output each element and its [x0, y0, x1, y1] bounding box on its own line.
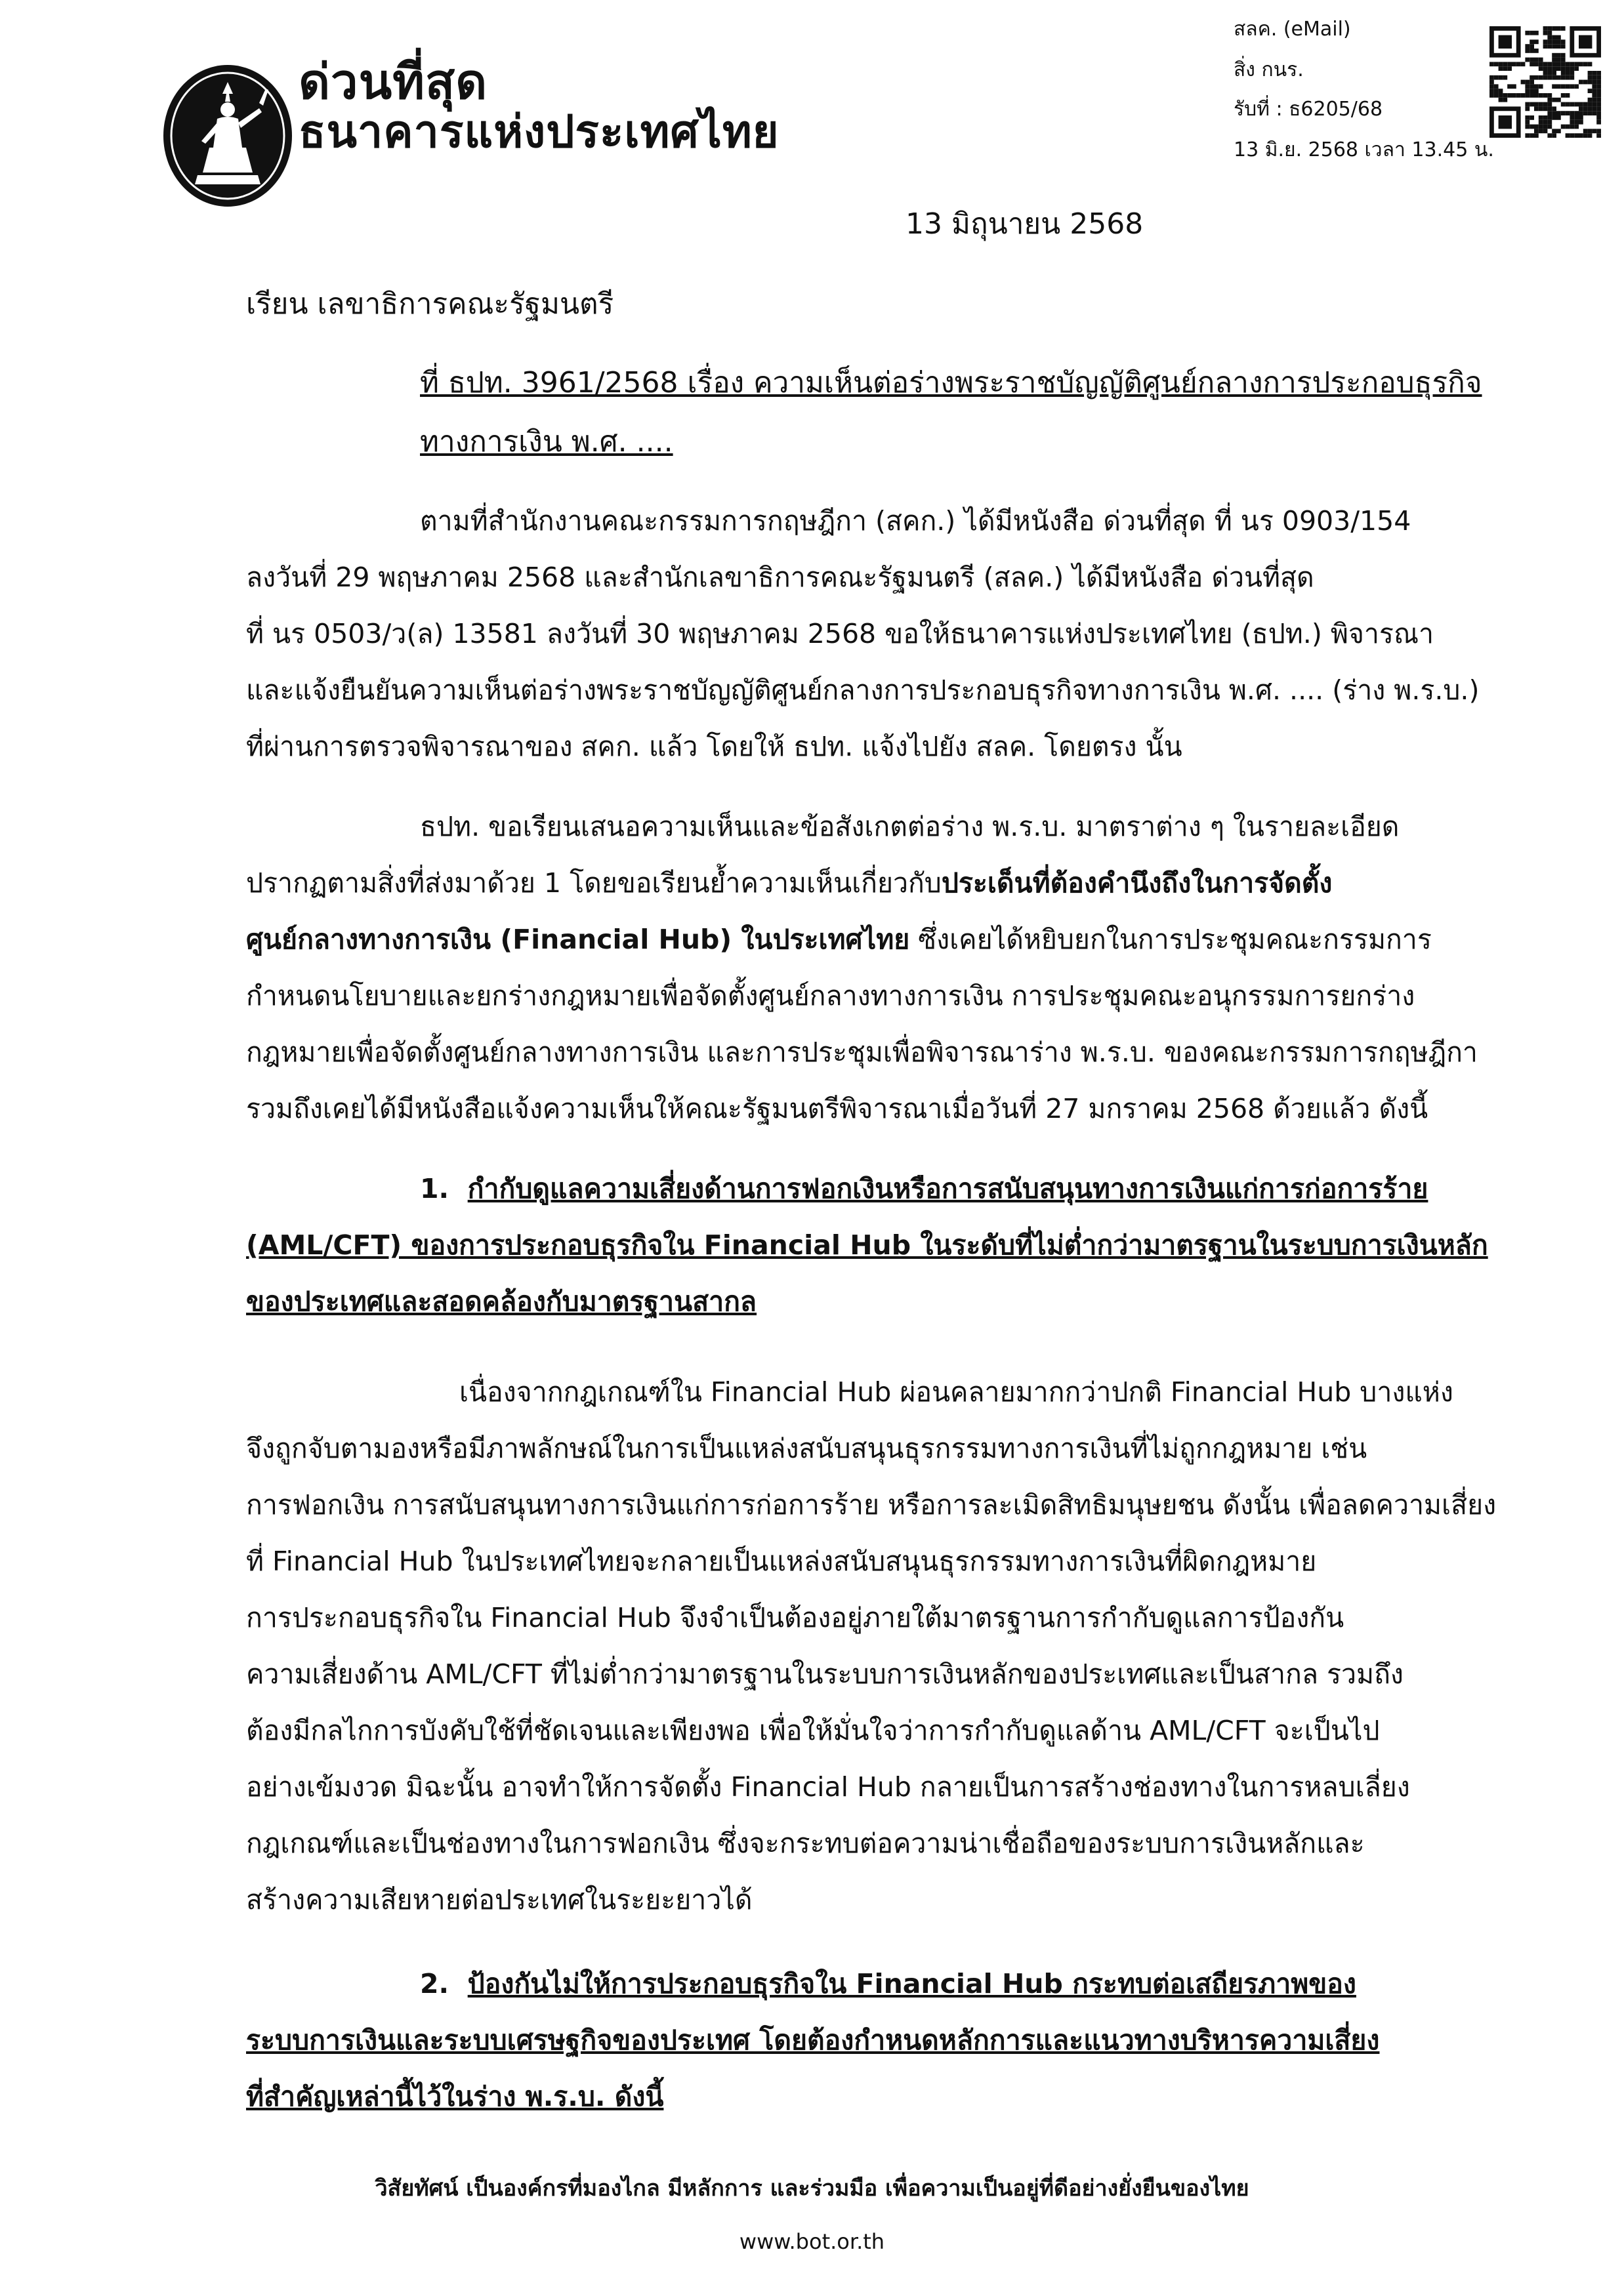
para2-line-5: กฎหมายเพื่อจัดตั้งศูนย์กลางทางการเงิน และการประชุมเพื่อพิจารณาร่าง พ.ร.บ. ของคณะกรรมการกฤษฎีกา [246, 1036, 1478, 1068]
salutation: เรียน เลขาธิการคณะรัฐมนตรี [246, 287, 614, 321]
section2-heading-line-2 [246, 2026, 1379, 2055]
section1-body-line-3: การฟอกเงิน การสนับสนุนทางการเงินแก่การก่อการร้าย หรือการละเมิดสิทธิมนุษยชน ดังนั้น เพื่อลดความเสี่ยง [246, 1489, 1497, 1521]
para1-line-5: ที่ผ่านการตรวจพิจารณาของ สคก. แล้ว โดยให้ ธปท. แจ้งไปยัง สลค. โดยตรง นั้น [246, 731, 1182, 762]
para2-line-6: รวมถึงเคยได้มีหนังสือแจ้งความเห็นให้คณะรัฐมนตรีพิจารณาเมื่อวันที่ 27 มกราคม 2568 ด้วยแล้ว ดังนี้ [246, 1093, 1428, 1124]
para2-line-3 [246, 925, 1432, 954]
para2-line-2-normal: ปรากฏตามสิ่งที่ส่งมาด้วย 1 โดยขอเรียนย้ำความเห็นเกี่ยวกับ [246, 867, 942, 899]
section1-body-line-7: ต้องมีกลไกการบังคับใช้ที่ชัดเจนและเพียงพอ เพื่อให้มั่นใจว่าการกำกับดูแลด้าน AML/CFT จะเป็นไป [246, 1715, 1380, 1746]
subject-line-2 [420, 426, 673, 458]
section2-number: 2. [420, 1968, 449, 1999]
para1-line-3: ที่ นร 0503/ว(ล) 13581 ลงวันที่ 30 พฤษภาคม 2568 ขอให้ธนาคารแห่งประเทศไทย (ธปท.) พิจารณา [246, 618, 1434, 649]
section2-heading-line-1 [420, 1969, 1356, 1999]
stamp-line-3: รับที่ : ธ6205/68 [1234, 98, 1383, 121]
section1-body-line-5: การประกอบธุรกิจใน Financial Hub จึงจำเป็นต้องอยู่ภายใต้มาตรฐานการกำกับดูแลการป้องกัน [246, 1602, 1344, 1633]
qr-code [1489, 26, 1601, 138]
section1-body-line-1: เนื่องจากกฎเกณฑ์ใน Financial Hub ผ่อนคลายมากกว่าปกติ Financial Hub บางแห่ง [459, 1376, 1453, 1408]
section2-heading-text-2: ระบบการเงินและระบบเศรษฐกิจของประเทศ โดยต้องกำหนดหลักการและแนวทางบริหารความเสี่ยง [246, 2024, 1380, 2056]
para2-line-1: ธปท. ขอเรียนเสนอความเห็นและข้อสังเกตต่อร่าง พ.ร.บ. มาตราต่าง ๆ ในรายละเอียด [420, 811, 1400, 842]
subject-text-2: ทางการเงิน พ.ศ. .... [420, 425, 673, 459]
bank-seal-logo [161, 62, 295, 210]
subject-text-1: ที่ ธปท. 3961/2568 เรื่อง ความเห็นต่อร่างพระราชบัญญัติศูนย์กลางการประกอบธุรกิจ [420, 366, 1482, 400]
section2-heading-line-3 [246, 2082, 663, 2112]
section1-body-line-8: อย่างเข้มงวด มิฉะนั้น อาจทำให้การจัดตั้ง Financial Hub กลายเป็นการสร้างช่องทางในการหลบเลี่ยง [246, 1771, 1410, 1803]
section1-heading-line-3 [246, 1287, 757, 1317]
section1-heading-line-2 [246, 1231, 1488, 1260]
stamp-line-1: สลค. (eMail) [1234, 18, 1351, 41]
urgency-label: ด่วนที่สุด [299, 54, 488, 110]
stamp-line-4: 13 มิ.ย. 2568 เวลา 13.45 น. [1234, 138, 1494, 161]
section1-body-line-2: จึงถูกจับตามองหรือมีภาพลักษณ์ในการเป็นแหล่งสนับสนุนธุรกรรมทางการเงินที่ไม่ถูกกฎหมาย เช่น [246, 1433, 1367, 1464]
para1-line-2: ลงวันที่ 29 พฤษภาคม 2568 และสำนักเลขาธิการคณะรัฐมนตรี (สลค.) ได้มีหนังสือ ด่วนที่สุด [246, 562, 1314, 593]
section1-heading-text-2: (AML/CFT) ของการประกอบธุรกิจใน Financial Hub ในระดับที่ไม่ต่ำกว่ามาตรฐานในระบบการเงินหลัก [246, 1229, 1488, 1261]
section1-number: 1. [420, 1173, 449, 1204]
para1-line-1: ตามที่สำนักงานคณะกรรมการกฤษฎีกา (สคก.) ได้มีหนังสือ ด่วนที่สุด ที่ นร 0903/154 [420, 505, 1411, 537]
subject-line-1 [420, 367, 1482, 399]
para2-line-2 [246, 869, 1332, 898]
para1-line-4: และแจ้งยืนยันความเห็นต่อร่างพระราชบัญญัติศูนย์กลางการประกอบธุรกิจทางการเงิน พ.ศ. .... (ร่าง พ.ร.บ.) [246, 674, 1480, 706]
letter-date: 13 มิถุนายน 2568 [906, 207, 1144, 241]
section1-body-line-4: ที่ Financial Hub ในประเทศไทยจะกลายเป็นแหล่งสนับสนุนธุรกรรมทางการเงินที่ผิดกฎหมาย [246, 1546, 1317, 1577]
section1-heading-line-1 [420, 1174, 1428, 1204]
para2-line-3-bold: ศูนย์กลางทางการเงิน (Financial Hub) ในประเทศไทย [246, 924, 910, 955]
bank-name: ธนาคารแห่งประเทศไทย [299, 106, 780, 158]
section1-body-line-9: กฎเกณฑ์และเป็นช่องทางในการฟอกเงิน ซึ่งจะกระทบต่อความน่าเชื่อถือของระบบการเงินหลักและ [246, 1828, 1365, 1859]
section2-heading-text-3: ที่สำคัญเหล่านี้ไว้ในร่าง พ.ร.บ. ดังนี้ [246, 2081, 664, 2112]
section2-heading-text-1: ป้องกันไม่ให้การประกอบธุรกิจใน Financial Hub กระทบต่อเสถียรภาพของ [467, 1968, 1356, 1999]
section1-heading-text-3: ของประเทศและสอดคล้องกับมาตรฐานสากล [246, 1286, 757, 1317]
section1-body-line-10: สร้างความเสียหายต่อประเทศในระยะยาวได้ [246, 1884, 753, 1916]
footer-website: www.bot.or.th [739, 2229, 885, 2254]
footer-vision: วิสัยทัศน์ เป็นองค์กรที่มองไกล มีหลักการ และร่วมมือ เพื่อความเป็นอยู่ที่ดีอย่างยั่งยืนของไทย [375, 2175, 1249, 2202]
stamp-line-2: สิ่ง กนร. [1234, 58, 1304, 81]
section1-heading-text-1: กำกับดูแลความเสี่ยงด้านการฟอกเงินหรือการสนับสนุนทางการเงินแก่การก่อการร้าย [467, 1173, 1428, 1204]
para2-line-3-normal: ซึ่งเคยได้หยิบยกในการประชุมคณะกรรมการ [909, 924, 1432, 955]
section1-body-line-6: ความเสี่ยงด้าน AML/CFT ที่ไม่ต่ำกว่ามาตรฐานในระบบการเงินหลักของประเทศและเป็นสากล รวมถึง [246, 1658, 1404, 1690]
para2-line-4: กำหนดนโยบายและยกร่างกฎหมายเพื่อจัดตั้งศูนย์กลางทางการเงิน การประชุมคณะอนุกรรมการยกร่าง [246, 980, 1415, 1012]
para2-line-2-bold: ประเด็นที่ต้องคำนึงถึงในการจัดตั้ง [941, 867, 1333, 899]
